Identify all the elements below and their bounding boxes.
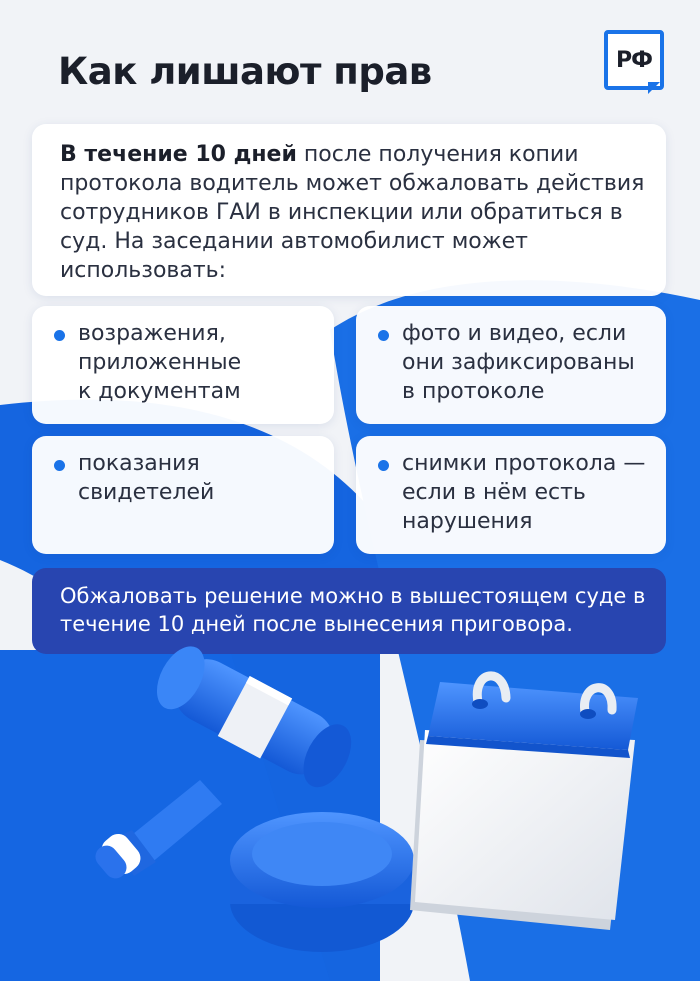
list-item-label: снимки протокола — если в нём есть нарушения: [402, 451, 646, 534]
intro-card: [32, 124, 666, 296]
list-item-label: возражения, приложенные к документам: [78, 321, 242, 404]
list-item-label: показания свидетелей: [78, 451, 215, 505]
logo-text: РФ: [616, 47, 652, 73]
bullet-icon: [378, 330, 389, 341]
logo-box: [604, 30, 664, 90]
rf-logo: [604, 30, 666, 96]
list-item: [356, 306, 666, 424]
bullet-icon: [378, 460, 389, 471]
intro-highlight: В течение 10 дней: [60, 142, 297, 167]
bullet-icon: [54, 330, 65, 341]
list-item-label: фото и видео, если они зафиксированы в протоколе: [402, 321, 635, 404]
list-item: [32, 306, 334, 424]
intro-body: после получения копии протокола водитель может обжаловать действия сотрудников ГАИ в инспекции или обратиться в суд. На заседании автомобилист может использовать:: [60, 142, 645, 283]
gavel-icon: [91, 640, 414, 952]
list-item: [356, 436, 666, 554]
intro-text: [60, 140, 650, 285]
bullet-icon: [54, 460, 65, 471]
list-item: [32, 436, 334, 554]
logo-tail: [648, 82, 660, 94]
page-title: Как лишают прав: [58, 50, 432, 93]
calendar-icon: [410, 676, 638, 930]
illustration: [0, 640, 700, 981]
notice-text: Обжаловать решение можно в вышестоящем суде в течение 10 дней после вынесения приговора.: [60, 584, 646, 636]
